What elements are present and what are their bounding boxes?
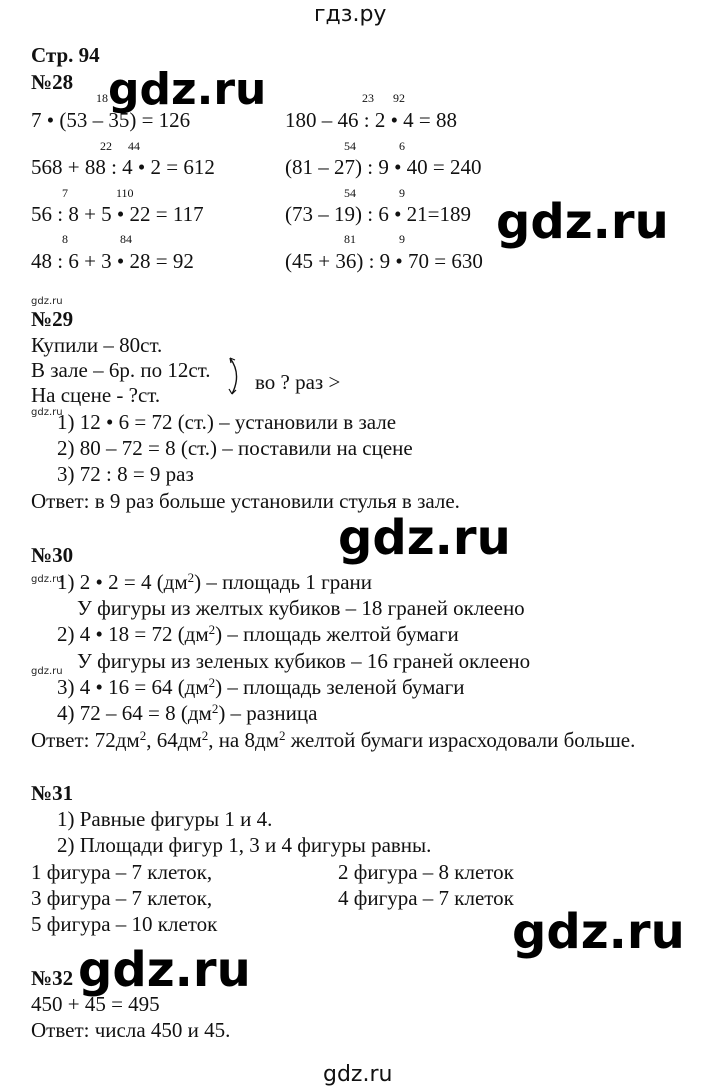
intermediate-value: 81 [344,232,356,246]
intermediate-value: 84 [120,232,132,246]
page-number: Стр. 94 [31,43,100,67]
answer: Ответ: в 9 раз больше установили стулья в зале. [31,489,460,513]
watermark: gdz.ru [31,574,63,585]
solution-step: 3) 72 : 8 = 9 раз [57,462,194,486]
expression: (45 + 36) : 9 • 70 = 630 [285,249,483,273]
watermark: gdz.ru [496,194,669,250]
expression: 48 : 6 + 3 • 28 = 92 [31,249,194,273]
condition-line: В зале – 6р. по 12ст. [31,358,211,382]
intermediate-value: 54 [344,139,356,153]
expression: (81 – 27) : 9 • 40 = 240 [285,155,482,179]
expression: 568 + 88 : 4 • 2 = 612 [31,155,215,179]
intermediate-value: 44 [128,139,140,153]
solution-step: 1) 12 • 6 = 72 (ст.) – установили в зале [57,410,397,434]
intermediate-value: 7 [62,186,68,200]
intermediate-value: 92 [393,91,405,105]
figure-count: 1 фигура – 7 клеток, [31,860,213,884]
intermediate-value: 54 [344,186,356,200]
expression: 180 – 46 : 2 • 4 = 88 [285,108,458,132]
watermark: gdz.ru [338,510,511,566]
solution-step: 2) 80 – 72 = 8 (ст.) – поставили на сцене [57,436,413,460]
watermark: gdz.ru [31,666,63,677]
condition-line: На сцене - ?ст. [31,383,161,407]
solution-step: 4) 72 – 64 = 8 $(дм^2)$ – разница [57,701,318,725]
site-header: гдз.ру [314,2,387,27]
intermediate-value: 23 [362,91,374,105]
watermark: gdz.ru [31,407,63,418]
figure-count: 5 фигура – 10 клеток [31,912,218,936]
watermark: gdz.ru [512,904,685,960]
figure-count: 3 фигура – 7 клеток, [31,886,213,910]
intermediate-value: 9 [399,232,405,246]
task-31-title: №31 [31,781,74,805]
watermark: gdz.ru [31,296,63,307]
expression: (73 – 19) : 6 • 21=189 [285,202,472,226]
figure-count: 4 фигура – 7 клеток [338,886,514,910]
expression: 7 • (53 – 35) = 126 [31,108,191,132]
note-line: У фигуры из желтых кубиков – 18 граней оклеено [77,596,525,620]
figure-count: 2 фигура – 8 клеток [338,860,514,884]
solution-step: 2) 4 • 18 = 72 $(дм^2)$ – площадь желтой бумаги [57,622,459,646]
expression: 450 + 45 = 495 [31,992,160,1016]
expression: 56 : 8 + 5 • 22 = 117 [31,202,204,226]
task-28-title: №28 [31,70,74,94]
intermediate-value: 18 [96,91,108,105]
site-footer: gdz.ru [323,1062,393,1087]
answer: Ответ: $72дм^2$, $64дм^2$, на $8дм^2$ желтой бумаги израсходовали больше. [31,728,636,752]
solution-step: 2) Площади фигур 1, 3 и 4 фигуры равны. [57,833,432,857]
brace-arrow-icon [226,354,246,398]
note-line: У фигуры из зеленых кубиков – 16 граней оклеено [77,649,531,673]
intermediate-value: 22 [100,139,112,153]
intermediate-value: 8 [62,232,68,246]
solution-step: 3) 4 • 16 = 64 $(дм^2)$ – площадь зеленой бумаги [57,675,465,699]
solution-step: 1) Равные фигуры 1 и 4. [57,807,273,831]
watermark: gdz.ru [108,64,267,115]
solution-step: 1) 2 • 2 = 4 $(дм^2)$ – площадь 1 грани [57,570,373,594]
condition-line: Купили – 80ст. [31,333,163,357]
intermediate-value: 110 [116,186,134,200]
intermediate-value: 6 [399,139,405,153]
watermark: gdz.ru [78,942,251,998]
task-32-title: №32 [31,966,74,990]
task-30-title: №30 [31,543,74,567]
intermediate-value: 9 [399,186,405,200]
task-29-title: №29 [31,307,74,331]
answer: Ответ: числа 450 и 45. [31,1018,231,1042]
brace-note: во ? раз > [255,370,341,394]
